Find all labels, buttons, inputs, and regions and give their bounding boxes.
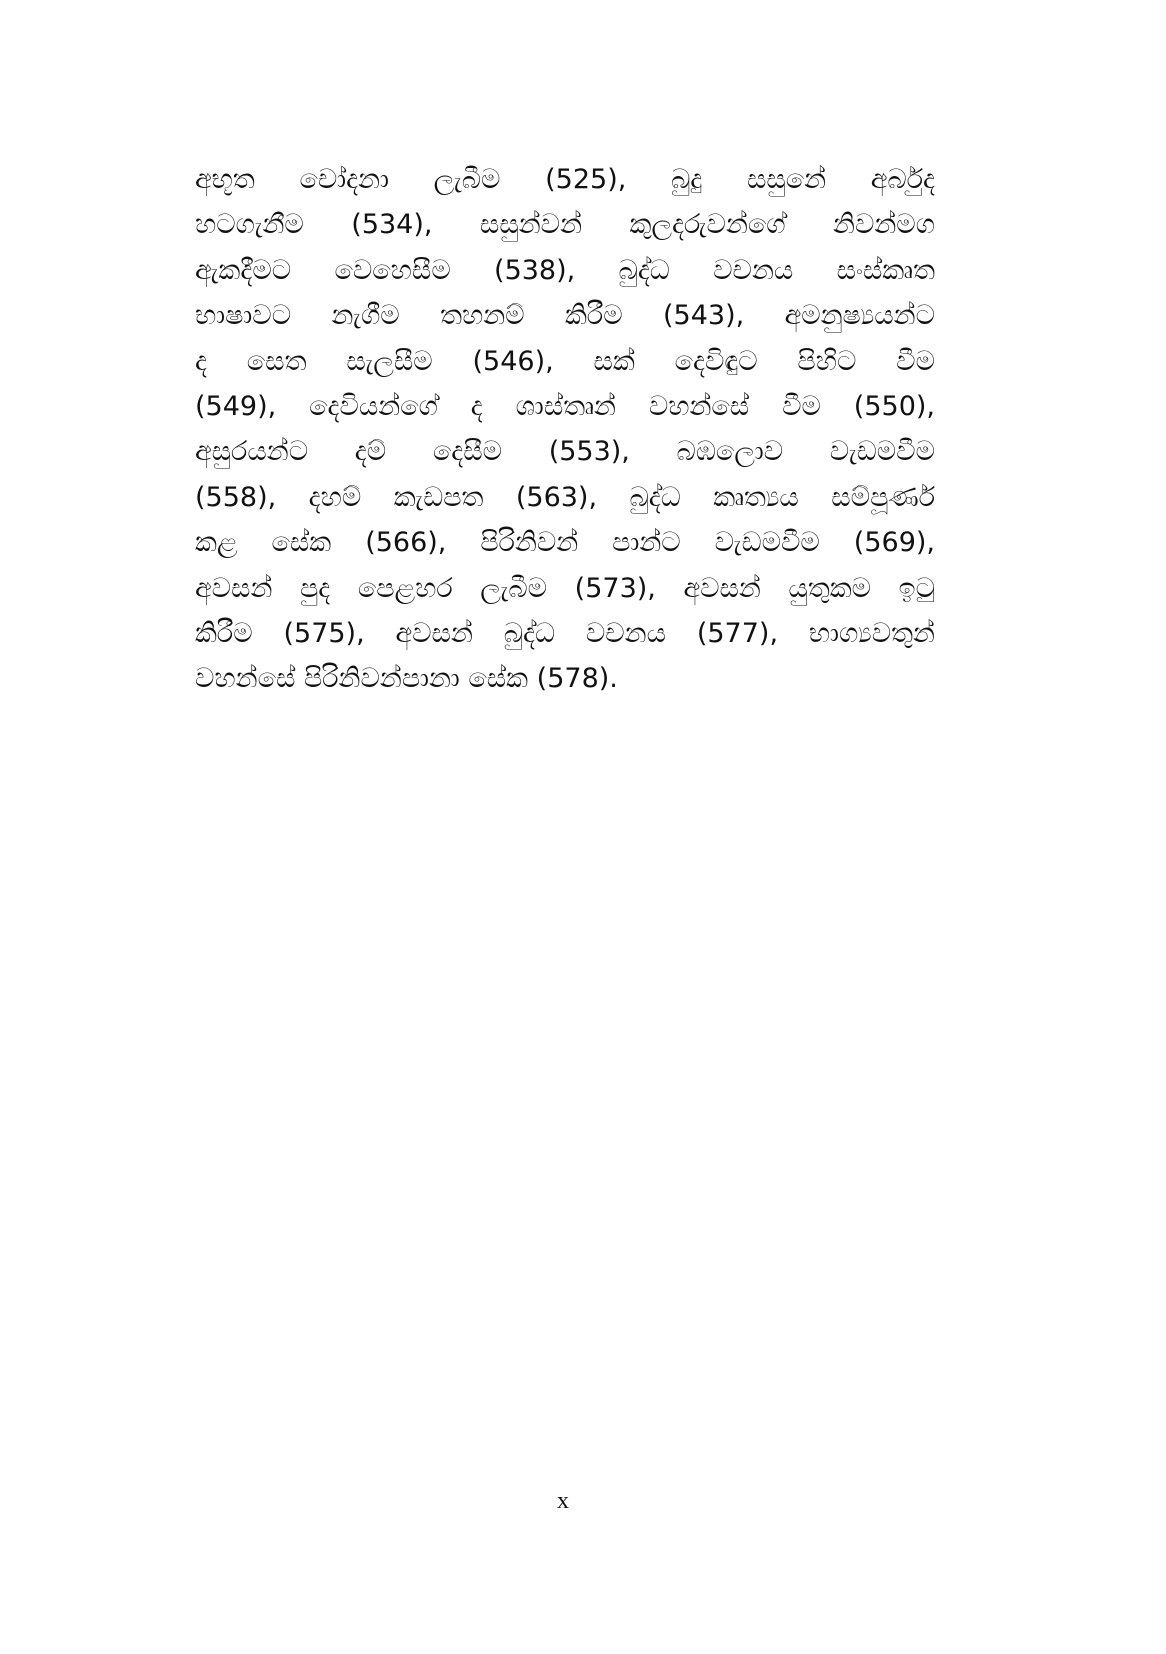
page-number: x [557, 1488, 569, 1514]
text-line: අසුරයන්ට දම් දෙසීම (553), බඹලොව වැඩමවීම [195, 436, 935, 468]
text-line: (558), දහම් කැඩපත (563), බුද්ධ කෘත්‍යය සම්පූර්ණ [195, 481, 935, 513]
text-line: ද සෙත සැලසීම (546), සක් දෙවිඳුට පිහිට වීම [195, 345, 935, 377]
text-line: අභූත චෝදනා ලැබීම (525), බුදු සසුනේ අර්බුද [195, 164, 935, 195]
text-line: වහන්සේ පිරිනිවන්පානා සේක (578). [195, 663, 618, 695]
text-line: භාෂාවට නැගීම තහනම් කිරීම (543), අමනුෂ්‍යයන්ට [195, 300, 935, 332]
text-line: (549), දෙවියන්ගේ ද ශාස්තෘන් වහන්සේ වීම (550), [195, 390, 935, 422]
text-line: කළ සේක (566), පිරිනිවන් පාන්ට වැඩමවීම (569), [195, 527, 935, 559]
text-line: ඇකදීමට වෙහෙසීම (538), බුද්ධ වචනය සංස්කෘත [195, 254, 935, 286]
body-paragraph [195, 157, 935, 702]
text-line: කිරීම (575), අවසන් බුද්ධ වචනය (577), භාග්‍යවතුන් [195, 617, 935, 649]
text-line: අවසන් පුද පෙළහර ලැබීම (573), අවසන් යුතුකම ඉටු [195, 572, 935, 604]
text-line: හටගැනීම (534), සසුන්වන් කුලදරුවන්ගේ නිවන්මග [195, 209, 935, 241]
